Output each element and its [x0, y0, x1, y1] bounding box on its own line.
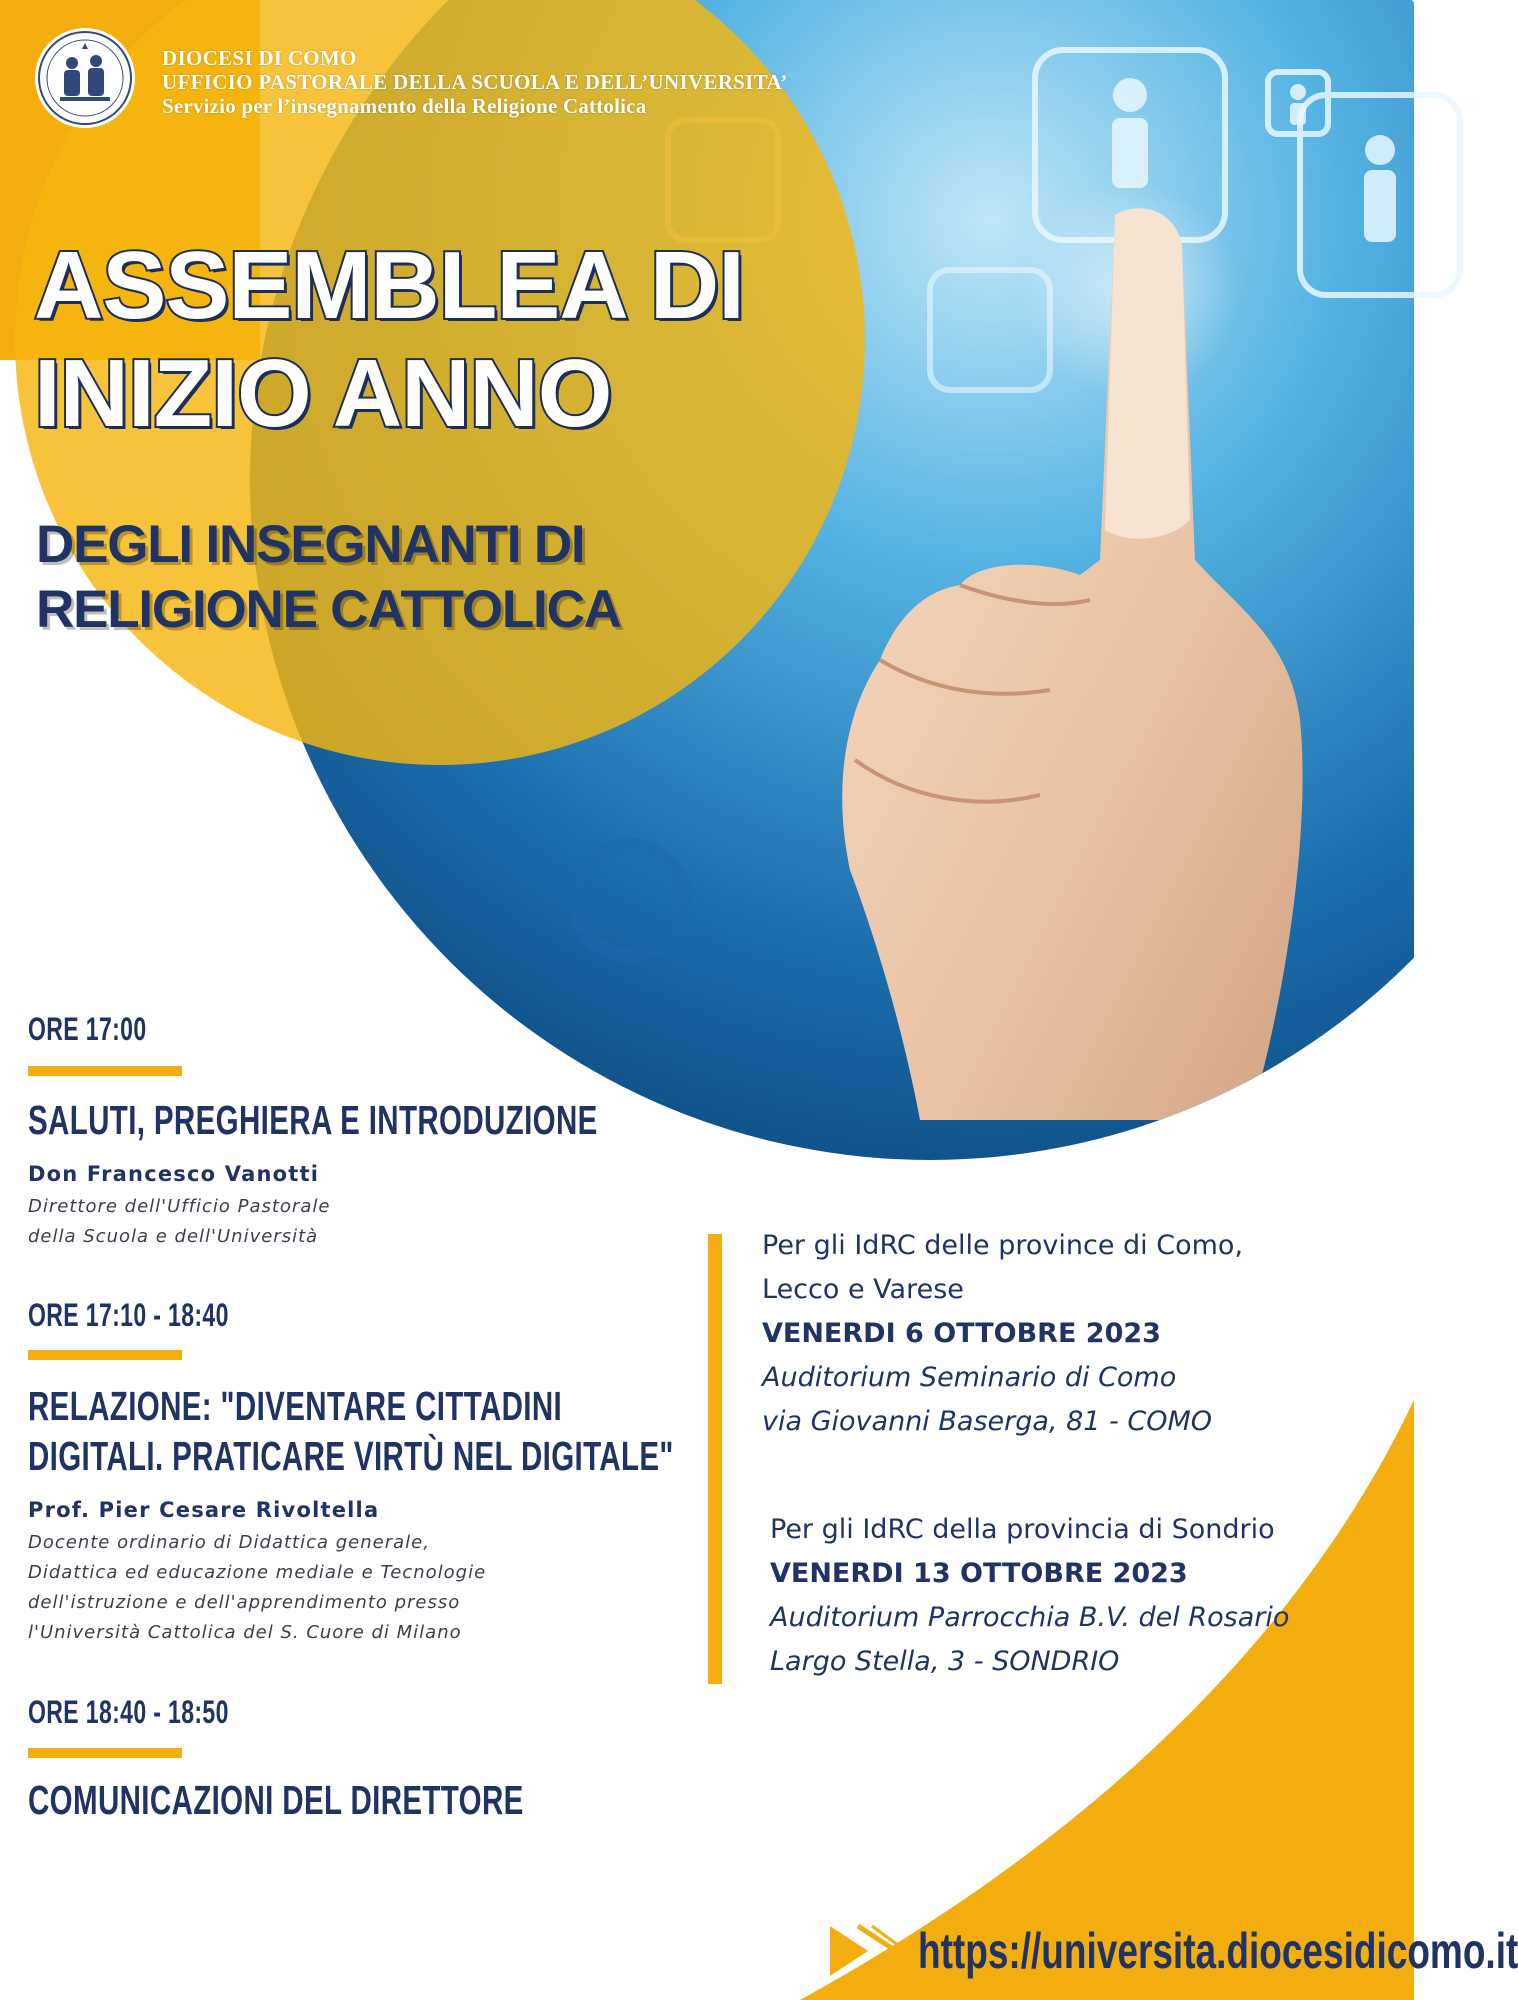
agenda-time-2: ORE 17:10 - 18:40: [28, 1297, 229, 1333]
subtitle-line-2: RELIGIONE CATTOLICA: [36, 580, 621, 639]
event-1-audience-b: Lecco e Varese: [762, 1274, 964, 1305]
agenda-time-1: ORE 17:00: [28, 1011, 147, 1047]
event-1-date: VENERDI 6 OTTOBRE 2023: [762, 1318, 1161, 1349]
header-office: UFFICIO PASTORALE DELLA SCUOLA E DELL’UNIVERSITA’: [162, 70, 788, 94]
subtitle-line-1: DEGLI INSEGNANTI DI: [36, 515, 585, 574]
agenda-role-2a: Docente ordinario di Didattica generale,: [28, 1532, 430, 1553]
event-2-place-b: Largo Stella, 3 - SONDRIO: [770, 1646, 1120, 1677]
event-sondrio: [770, 1508, 1289, 1684]
page-title-line-1: ASSEMBLEA DI: [34, 232, 744, 339]
agenda-title-1: SALUTI, PREGHIERA E INTRODUZIONE: [28, 1097, 598, 1143]
event-1-place-b: via Giovanni Baserga, 81 - COMO: [762, 1406, 1212, 1437]
agenda-title-2a: RELAZIONE: "DIVENTARE CITTADINI: [28, 1383, 563, 1429]
agenda-time-3: ORE 18:40 - 18:50: [28, 1694, 229, 1730]
agenda-speaker-2: Prof. Pier Cesare Rivoltella: [28, 1498, 380, 1522]
agenda-role-1b: della Scuola e dell'Università: [28, 1226, 319, 1247]
event-2-audience: Per gli IdRC della provincia di Sondrio: [770, 1514, 1275, 1545]
agenda-speaker-1: Don Francesco Vanotti: [28, 1162, 320, 1186]
agenda-divider-3: [28, 1748, 182, 1758]
event-2-place-a: Auditorium Parrocchia B.V. del Rosario: [770, 1602, 1290, 1633]
page-title-line-2: INIZIO ANNO: [34, 340, 612, 447]
agenda-title-2b: DIGITALI. PRATICARE VIRTÙ NEL DIGITALE": [28, 1433, 674, 1479]
agenda-divider-1: [28, 1066, 182, 1076]
website-link[interactable]: https://universita.diocesidicomo.it: [918, 1923, 1518, 1979]
event-2-date: VENERDI 13 OTTOBRE 2023: [770, 1558, 1188, 1589]
events-divider: [708, 1234, 722, 1684]
header-diocese: DIOCESI DI COMO: [162, 46, 357, 70]
header-service: Servizio per l’insegnamento della Religione Cattolica: [162, 94, 647, 118]
agenda-role-2b: Didattica ed educazione mediale e Tecnologie: [28, 1562, 487, 1583]
double-arrow-right-icon: [828, 1924, 908, 1978]
agenda-role-2c: dell'istruzione e dell'apprendimento presso: [28, 1592, 461, 1613]
event-como: [762, 1224, 1243, 1444]
diocese-seal-icon: [32, 25, 138, 131]
agenda-role-2d: l'Università Cattolica del S. Cuore di Milano: [28, 1622, 462, 1643]
event-1-place-a: Auditorium Seminario di Como: [762, 1362, 1177, 1393]
agenda-title-3: COMUNICAZIONI DEL DIRETTORE: [28, 1777, 524, 1823]
agenda-role-1a: Direttore dell'Ufficio Pastorale: [28, 1196, 331, 1217]
event-1-audience-a: Per gli IdRC delle province di Como,: [762, 1230, 1244, 1261]
agenda-divider-2: [28, 1350, 182, 1360]
